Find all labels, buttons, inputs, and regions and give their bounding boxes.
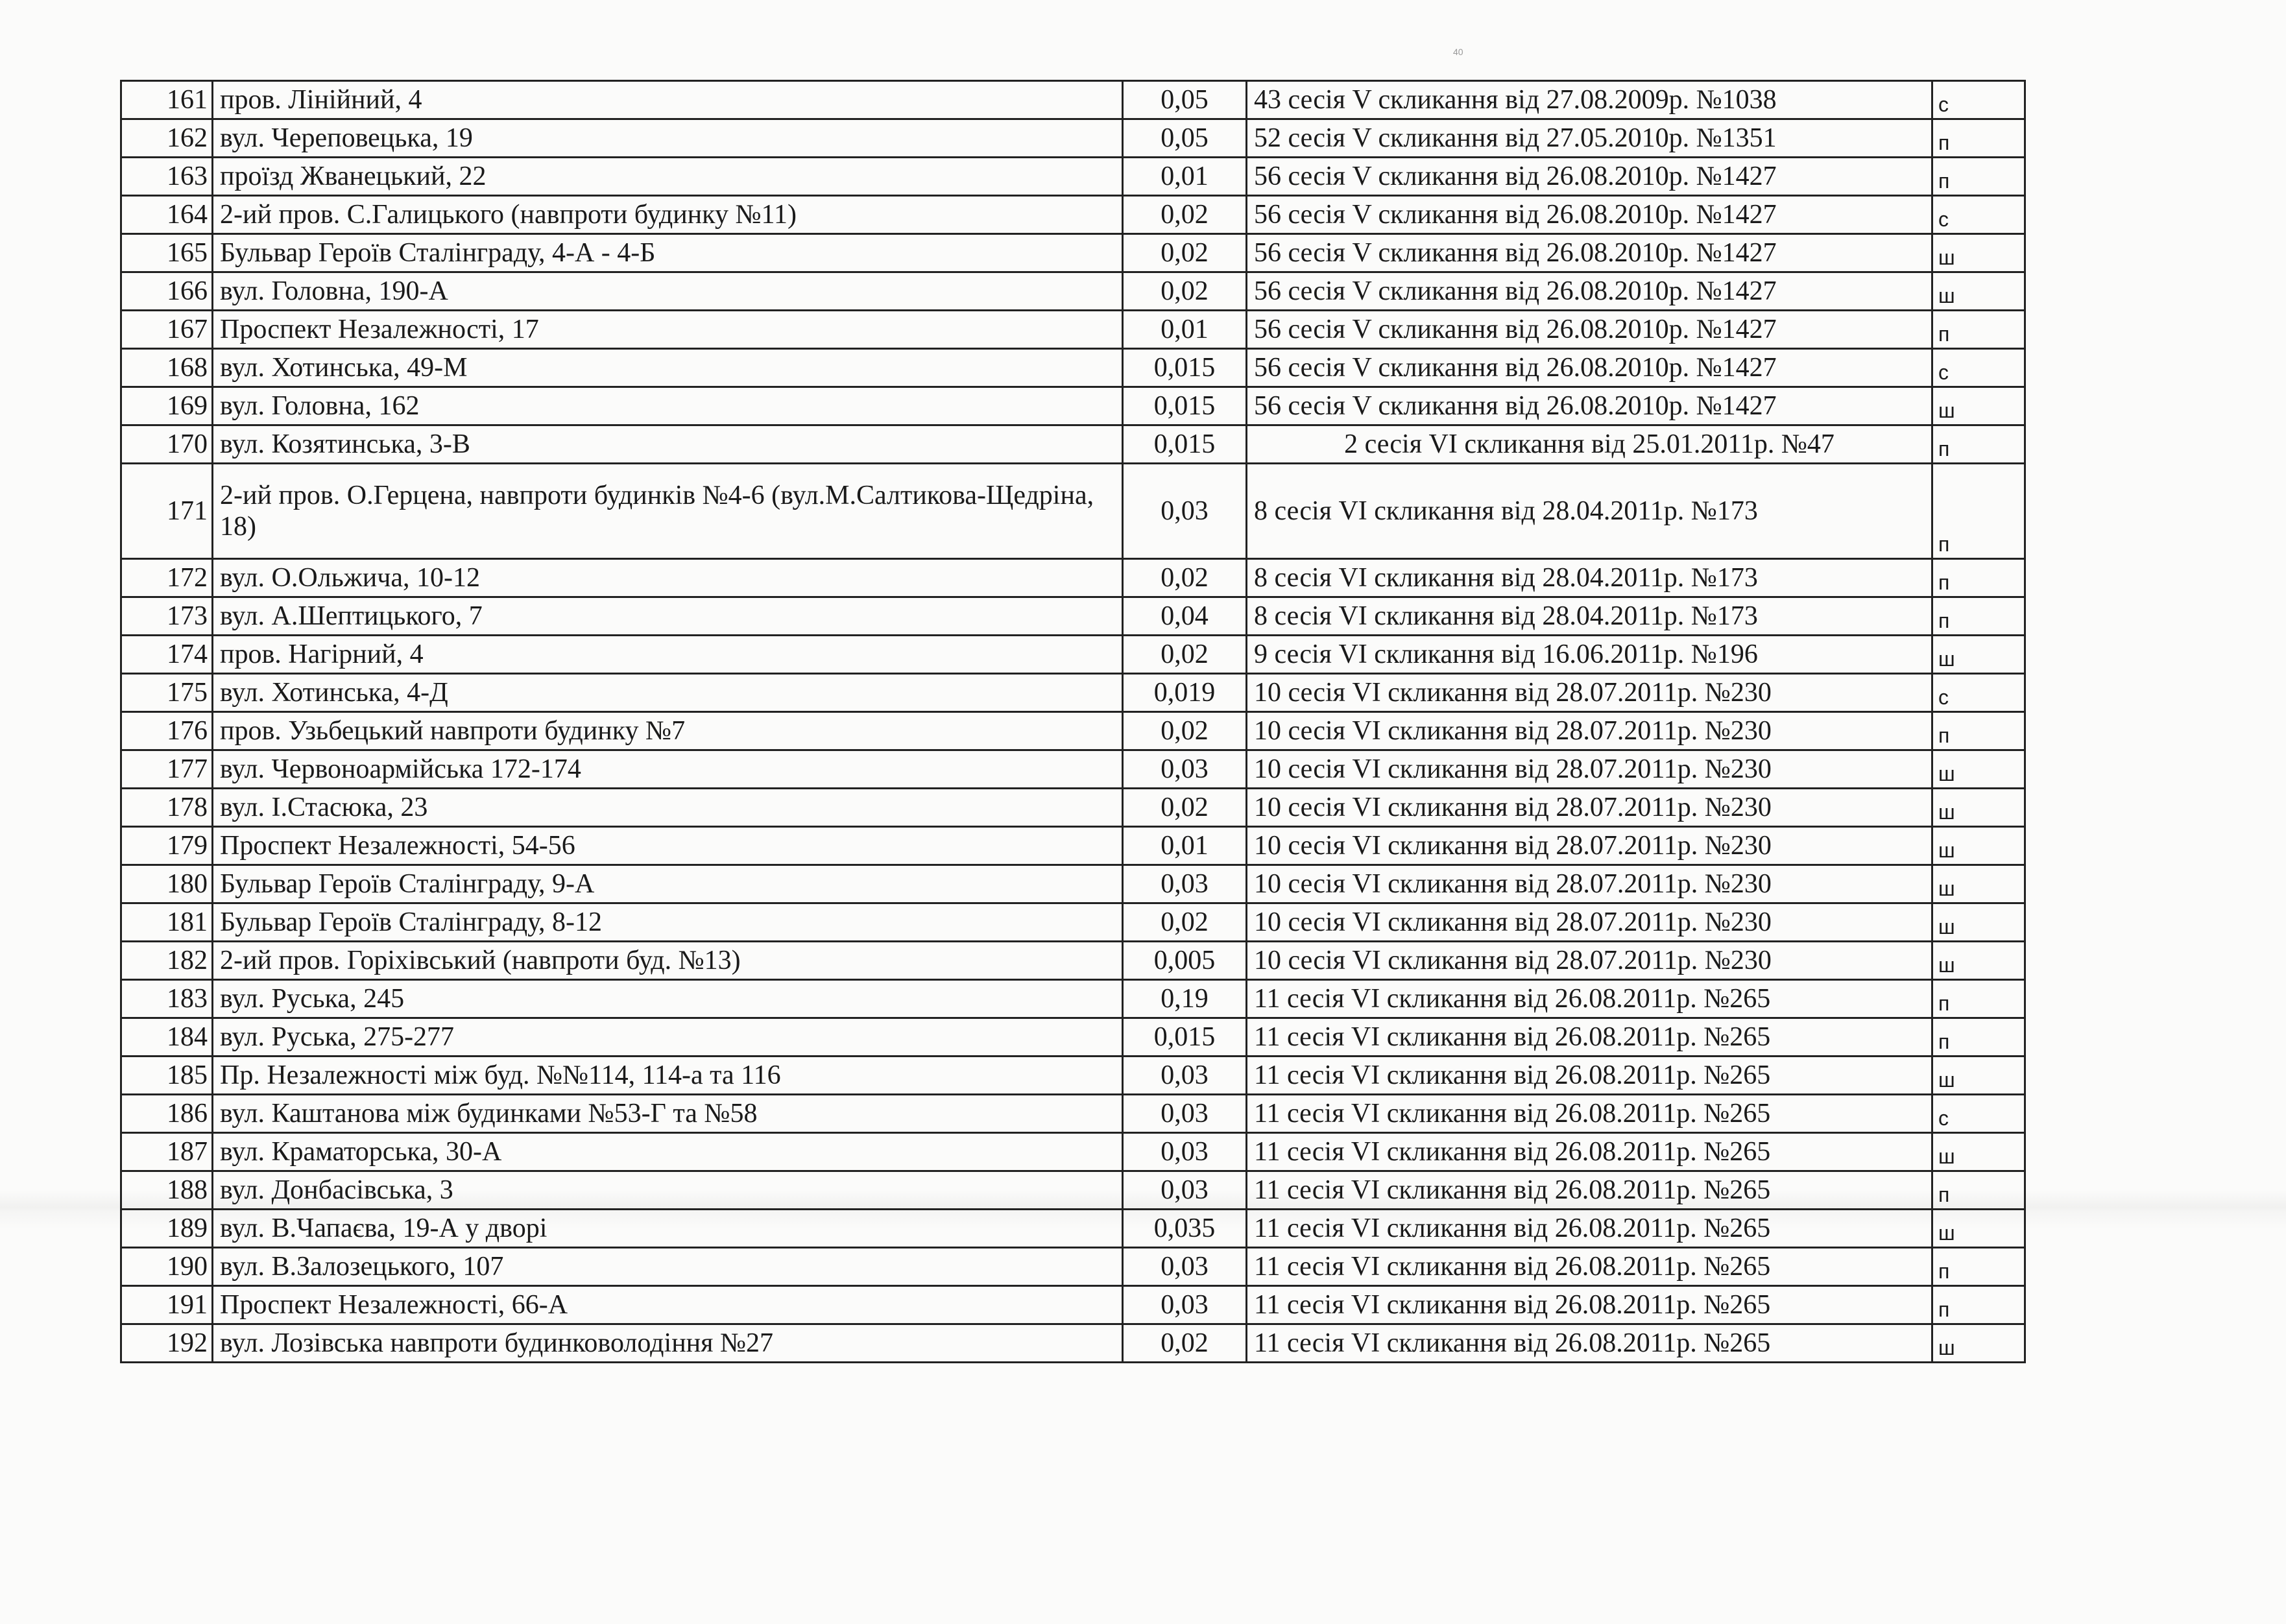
decision-cell: 56 сесія V скликання від 26.08.2010р. №1427 (1247, 196, 1932, 234)
area-cell: 0,015 (1123, 349, 1247, 387)
row-number-cell: 174 (121, 636, 213, 674)
address-cell: проїзд Жванецький, 22 (213, 158, 1123, 196)
category-code-cell: п (1932, 311, 2025, 349)
decision-cell: 10 сесія VI скликання від 28.07.2011р. №230 (1247, 827, 1932, 865)
area-cell: 0,019 (1123, 674, 1247, 712)
category-code-cell: п (1932, 559, 2025, 597)
address-cell: пров. Нагірний, 4 (213, 636, 1123, 674)
address-cell: вул. І.Стасюка, 23 (213, 789, 1123, 827)
decision-cell: 11 сесія VI скликання від 26.08.2011р. №265 (1247, 1171, 1932, 1210)
decision-cell: 56 сесія V скликання від 26.08.2010р. №1427 (1247, 234, 1932, 272)
address-cell: пров. Узьбецький навпроти будинку №7 (213, 712, 1123, 750)
table-row (121, 1133, 2025, 1171)
decision-cell: 56 сесія V скликання від 26.08.2010р. №1427 (1247, 311, 1932, 349)
table-row (121, 464, 2025, 559)
decision-cell: 11 сесія VI скликання від 26.08.2011р. №265 (1247, 1057, 1932, 1095)
row-number-cell: 189 (121, 1210, 213, 1248)
category-code-cell: п (1932, 119, 2025, 158)
address-cell: вул. Руська, 275-277 (213, 1018, 1123, 1057)
row-number-cell: 186 (121, 1095, 213, 1133)
area-cell: 0,03 (1123, 1057, 1247, 1095)
decision-cell: 10 сесія VI скликання від 28.07.2011р. №230 (1247, 712, 1932, 750)
address-cell: Проспект Незалежності, 54-56 (213, 827, 1123, 865)
table-row (121, 674, 2025, 712)
decision-cell: 10 сесія VI скликання від 28.07.2011р. №230 (1247, 865, 1932, 903)
category-code-cell: п (1932, 980, 2025, 1018)
table-row (121, 559, 2025, 597)
decision-cell: 10 сесія VI скликання від 28.07.2011р. №230 (1247, 674, 1932, 712)
row-number-cell: 162 (121, 119, 213, 158)
table-row (121, 1210, 2025, 1248)
address-cell: вул. Хотинська, 4-Д (213, 674, 1123, 712)
decision-cell: 11 сесія VI скликання від 26.08.2011р. №265 (1247, 1248, 1932, 1286)
table-row (121, 980, 2025, 1018)
row-number-cell: 180 (121, 865, 213, 903)
category-code-cell: п (1932, 1018, 2025, 1057)
category-code-cell: ш (1932, 750, 2025, 789)
area-cell: 0,03 (1123, 1286, 1247, 1324)
category-code-cell: п (1932, 158, 2025, 196)
table-body (121, 81, 2025, 1363)
table-row (121, 636, 2025, 674)
row-number-cell: 185 (121, 1057, 213, 1095)
table-row (121, 750, 2025, 789)
table-row (121, 1171, 2025, 1210)
row-number-cell: 171 (121, 464, 213, 559)
category-code-cell: с (1932, 674, 2025, 712)
table-row (121, 158, 2025, 196)
table-row (121, 789, 2025, 827)
table-row (121, 349, 2025, 387)
decision-cell: 10 сесія VI скликання від 28.07.2011р. №230 (1247, 789, 1932, 827)
table-row (121, 1324, 2025, 1363)
category-code-cell: ш (1932, 272, 2025, 311)
address-cell: вул. Донбасівська, 3 (213, 1171, 1123, 1210)
table-row (121, 865, 2025, 903)
table-row (121, 1018, 2025, 1057)
address-cell: пров. Лінійний, 4 (213, 81, 1123, 119)
table-row (121, 81, 2025, 119)
decision-cell: 11 сесія VI скликання від 26.08.2011р. №265 (1247, 1133, 1932, 1171)
decision-cell: 52 сесія V скликання від 27.05.2010р. №1351 (1247, 119, 1932, 158)
address-cell: вул. О.Ольжича, 10-12 (213, 559, 1123, 597)
area-cell: 0,19 (1123, 980, 1247, 1018)
category-code-cell: п (1932, 464, 2025, 559)
address-cell: вул. В.Залозецького, 107 (213, 1248, 1123, 1286)
decision-cell: 11 сесія VI скликання від 26.08.2011р. №265 (1247, 1210, 1932, 1248)
address-cell: вул. Каштанова між будинками №53-Г та №58 (213, 1095, 1123, 1133)
address-cell: Проспект Незалежності, 17 (213, 311, 1123, 349)
row-number-cell: 192 (121, 1324, 213, 1363)
table-row (121, 827, 2025, 865)
decision-cell: 10 сесія VI скликання від 28.07.2011р. №230 (1247, 942, 1932, 980)
row-number-cell: 166 (121, 272, 213, 311)
area-cell: 0,03 (1123, 865, 1247, 903)
category-code-cell: ш (1932, 789, 2025, 827)
row-number-cell: 175 (121, 674, 213, 712)
area-cell: 0,035 (1123, 1210, 1247, 1248)
row-number-cell: 190 (121, 1248, 213, 1286)
decision-cell: 11 сесія VI скликання від 26.08.2011р. №265 (1247, 1018, 1932, 1057)
decision-cell: 56 сесія V скликання від 26.08.2010р. №1427 (1247, 387, 1932, 425)
row-number-cell: 164 (121, 196, 213, 234)
row-number-cell: 165 (121, 234, 213, 272)
area-cell: 0,01 (1123, 827, 1247, 865)
area-cell: 0,01 (1123, 311, 1247, 349)
row-number-cell: 176 (121, 712, 213, 750)
row-number-cell: 168 (121, 349, 213, 387)
category-code-cell: ш (1932, 1324, 2025, 1363)
category-code-cell: ш (1932, 234, 2025, 272)
address-cell: вул. В.Чапаєва, 19-А у дворі (213, 1210, 1123, 1248)
category-code-cell: п (1932, 597, 2025, 636)
address-cell: 2-ий пров. Горіхівський (навпроти буд. №13) (213, 942, 1123, 980)
row-number-cell: 172 (121, 559, 213, 597)
category-code-cell: п (1932, 425, 2025, 464)
category-code-cell: ш (1932, 827, 2025, 865)
category-code-cell: с (1932, 196, 2025, 234)
row-number-cell: 161 (121, 81, 213, 119)
area-cell: 0,005 (1123, 942, 1247, 980)
area-cell: 0,03 (1123, 464, 1247, 559)
address-cell: вул. Череповецька, 19 (213, 119, 1123, 158)
row-number-cell: 184 (121, 1018, 213, 1057)
area-cell: 0,02 (1123, 712, 1247, 750)
address-cell: вул. Руська, 245 (213, 980, 1123, 1018)
decision-cell: 10 сесія VI скликання від 28.07.2011р. №230 (1247, 750, 1932, 789)
decision-cell: 56 сесія V скликання від 26.08.2010р. №1427 (1247, 272, 1932, 311)
row-number-cell: 163 (121, 158, 213, 196)
category-code-cell: ш (1932, 1057, 2025, 1095)
decision-cell: 56 сесія V скликання від 26.08.2010р. №1427 (1247, 349, 1932, 387)
decision-cell: 10 сесія VI скликання від 28.07.2011р. №230 (1247, 903, 1932, 942)
table-row (121, 903, 2025, 942)
area-cell: 0,015 (1123, 1018, 1247, 1057)
area-cell: 0,02 (1123, 559, 1247, 597)
category-code-cell: ш (1932, 1133, 2025, 1171)
area-cell: 0,015 (1123, 387, 1247, 425)
area-cell: 0,02 (1123, 1324, 1247, 1363)
category-code-cell: ш (1932, 387, 2025, 425)
decision-cell: 11 сесія VI скликання від 26.08.2011р. №265 (1247, 980, 1932, 1018)
address-cell: вул. Головна, 162 (213, 387, 1123, 425)
address-cell: вул. Козятинська, 3-В (213, 425, 1123, 464)
address-cell: вул. А.Шептицького, 7 (213, 597, 1123, 636)
row-number-cell: 178 (121, 789, 213, 827)
address-cell: 2-ий пров. О.Герцена, навпроти будинків №4-6 (вул.М.Салтикова-Щедріна, 18) (213, 464, 1123, 559)
category-code-cell: п (1932, 712, 2025, 750)
area-cell: 0,05 (1123, 119, 1247, 158)
area-cell: 0,02 (1123, 636, 1247, 674)
table-row (121, 425, 2025, 464)
table-row (121, 1057, 2025, 1095)
table-row (121, 234, 2025, 272)
address-cell: Бульвар Героїв Сталінграду, 9-А (213, 865, 1123, 903)
row-number-cell: 188 (121, 1171, 213, 1210)
decision-cell: 56 сесія V скликання від 26.08.2010р. №1427 (1247, 158, 1932, 196)
table-row (121, 1248, 2025, 1286)
area-cell: 0,01 (1123, 158, 1247, 196)
category-code-cell: ш (1932, 942, 2025, 980)
decision-cell: 8 сесія VI скликання від 28.04.2011р. №173 (1247, 597, 1932, 636)
area-cell: 0,02 (1123, 272, 1247, 311)
address-cell: Бульвар Героїв Сталінграду, 4-А - 4-Б (213, 234, 1123, 272)
address-cell: вул. Краматорська, 30-А (213, 1133, 1123, 1171)
decision-cell: 9 сесія VI скликання від 16.06.2011р. №196 (1247, 636, 1932, 674)
area-cell: 0,02 (1123, 903, 1247, 942)
table-row (121, 942, 2025, 980)
category-code-cell: ш (1932, 903, 2025, 942)
decision-cell: 8 сесія VI скликання від 28.04.2011р. №173 (1247, 559, 1932, 597)
address-cell: вул. Лозівська навпроти будинковолодіння №27 (213, 1324, 1123, 1363)
decision-cell: 11 сесія VI скликання від 26.08.2011р. №265 (1247, 1286, 1932, 1324)
table-row (121, 597, 2025, 636)
category-code-cell: ш (1932, 636, 2025, 674)
area-cell: 0,03 (1123, 750, 1247, 789)
row-number-cell: 191 (121, 1286, 213, 1324)
area-cell: 0,03 (1123, 1171, 1247, 1210)
row-number-cell: 167 (121, 311, 213, 349)
table-row (121, 1095, 2025, 1133)
row-number-cell: 173 (121, 597, 213, 636)
row-number-cell: 177 (121, 750, 213, 789)
row-number-cell: 170 (121, 425, 213, 464)
table-row (121, 196, 2025, 234)
row-number-cell: 183 (121, 980, 213, 1018)
page-mark: 40 (1453, 47, 1463, 57)
row-number-cell: 181 (121, 903, 213, 942)
address-cell: Бульвар Героїв Сталінграду, 8-12 (213, 903, 1123, 942)
category-code-cell: ш (1932, 865, 2025, 903)
category-code-cell: п (1932, 1171, 2025, 1210)
area-cell: 0,02 (1123, 789, 1247, 827)
decision-cell: 11 сесія VI скликання від 26.08.2011р. №265 (1247, 1095, 1932, 1133)
area-cell: 0,03 (1123, 1133, 1247, 1171)
row-number-cell: 169 (121, 387, 213, 425)
row-number-cell: 179 (121, 827, 213, 865)
decision-cell: 2 сесія VI скликання від 25.01.2011р. №47 (1247, 425, 1932, 464)
address-cell: вул. Червоноармійська 172-174 (213, 750, 1123, 789)
area-cell: 0,015 (1123, 425, 1247, 464)
area-cell: 0,02 (1123, 234, 1247, 272)
table-row (121, 387, 2025, 425)
table-row (121, 272, 2025, 311)
land-plots-table (120, 80, 2026, 1363)
category-code-cell: п (1932, 1248, 2025, 1286)
address-cell: вул. Хотинська, 49-М (213, 349, 1123, 387)
category-code-cell: с (1932, 81, 2025, 119)
area-cell: 0,02 (1123, 196, 1247, 234)
table-row (121, 712, 2025, 750)
table-row (121, 1286, 2025, 1324)
area-cell: 0,05 (1123, 81, 1247, 119)
table-row (121, 311, 2025, 349)
table-row (121, 119, 2025, 158)
decision-cell: 8 сесія VI скликання від 28.04.2011р. №173 (1247, 464, 1932, 559)
area-cell: 0,03 (1123, 1095, 1247, 1133)
address-cell: Пр. Незалежності між буд. №№114, 114-а та 116 (213, 1057, 1123, 1095)
row-number-cell: 187 (121, 1133, 213, 1171)
decision-cell: 43 сесія V скликання від 27.08.2009р. №1038 (1247, 81, 1932, 119)
area-cell: 0,03 (1123, 1248, 1247, 1286)
address-cell: вул. Головна, 190-А (213, 272, 1123, 311)
area-cell: 0,04 (1123, 597, 1247, 636)
category-code-cell: с (1932, 349, 2025, 387)
decision-cell: 11 сесія VI скликання від 26.08.2011р. №265 (1247, 1324, 1932, 1363)
row-number-cell: 182 (121, 942, 213, 980)
category-code-cell: ш (1932, 1210, 2025, 1248)
category-code-cell: с (1932, 1095, 2025, 1133)
address-cell: 2-ий пров. С.Галицького (навпроти будинку №11) (213, 196, 1123, 234)
address-cell: Проспект Незалежності, 66-А (213, 1286, 1123, 1324)
category-code-cell: п (1932, 1286, 2025, 1324)
